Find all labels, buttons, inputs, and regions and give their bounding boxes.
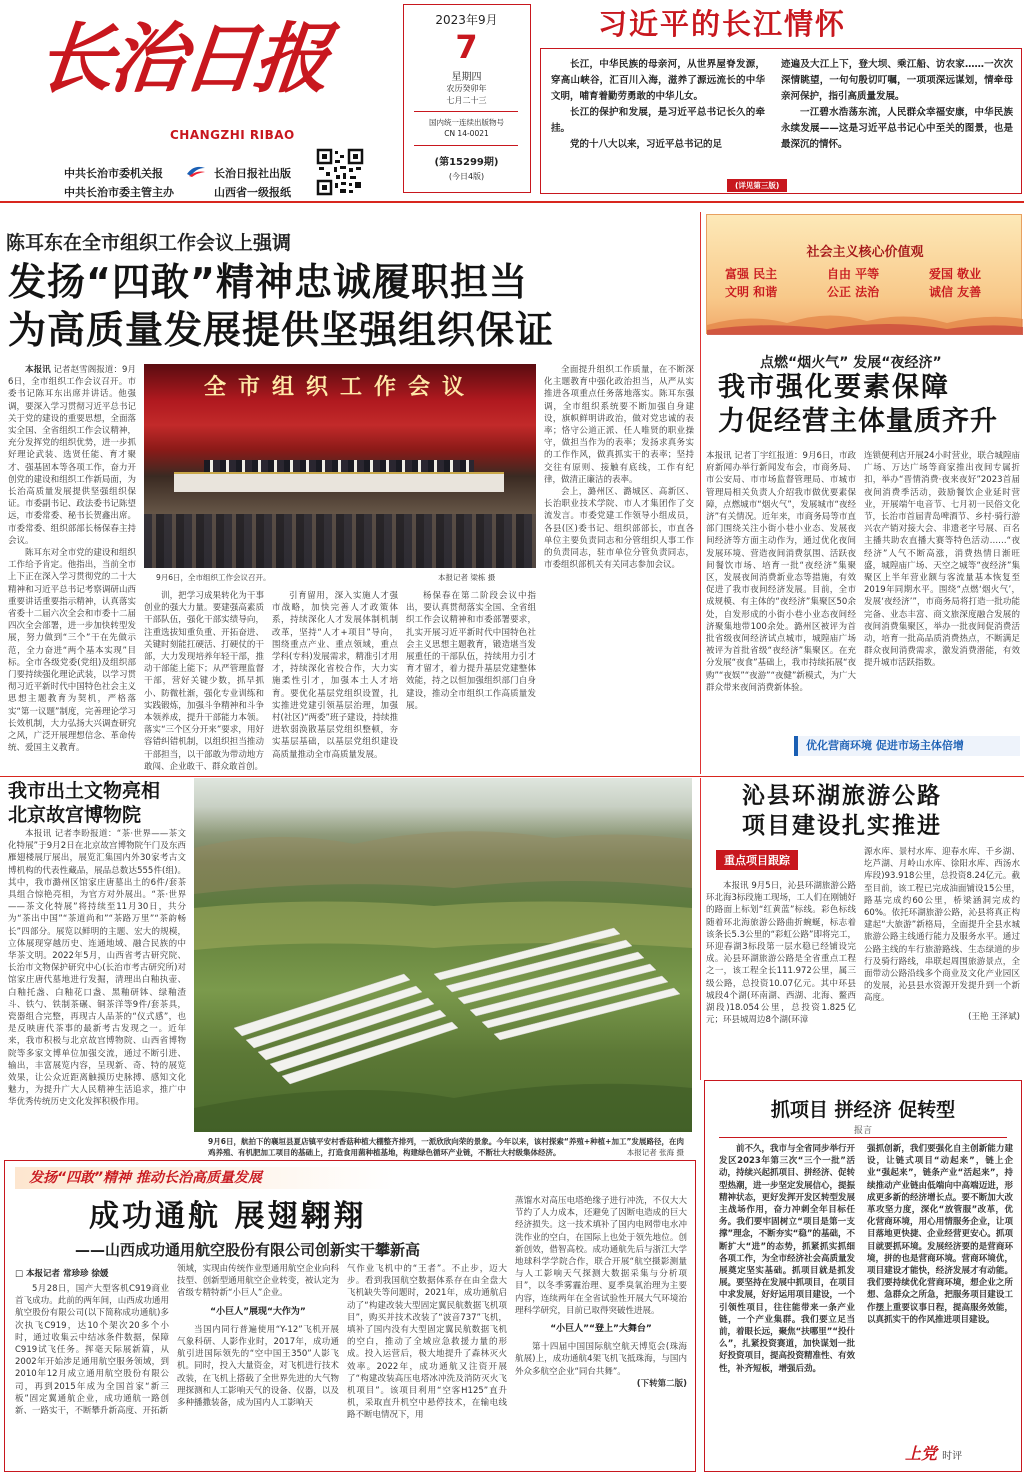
date-day: 7 xyxy=(455,28,478,66)
core-value-4: 公正 法治 xyxy=(827,285,880,299)
lead-col-4: 杨保春在第二阶段会议中指出，要认真贯彻落实全国、全省组织工作会议精神和市委部署要求，扎实开展习近平新时代中国特色社会主义思想主题教育，锻造堪当发展重任的干部队伍，持续用力引才育才留才，着力提升基层党建整体效能，持之以恒加强组织部门自身建设，推动全市组织工作高质量发展。 xyxy=(406,591,536,711)
core-value-6: 诚信 友善 xyxy=(929,285,982,299)
economy-title-1: 我市强化要素保障 xyxy=(718,372,950,403)
aviation-kicker-banner xyxy=(15,1167,395,1189)
newspaper-logo: 长治日报 xyxy=(33,14,331,103)
aviation-subhead-1: “小巨人”展现“大作为” xyxy=(210,1306,306,1317)
feature-box xyxy=(540,4,1022,194)
editorial-col-2: 强抓创新，我们要强化自主创新能力建设，让链式项目“动起来”，链上企业“强起来”，链条产业“活起来”，持续推动产业链由低端向中高端迈进，形成更多新的经济增长点。要不断加大改革攻坚力度，深化“放管服”改革，优化营商环境，用心用情服务企业，让项目落地更快捷、企业经营更安心。抓项目就要抓环境。发展经济要的是营商环境，拼的也是营商环境。营商环境优，项目建设才能快，经济发展才有动能。我们要持续优化营商环境，想企业之所想、急群众之所急，把服务项目建设工作摆上重要议事日程，提高服务效能，以真抓实干的作风推进项目建设。 xyxy=(867,1144,1013,1325)
core-value-1: 富强 民主 xyxy=(725,267,778,281)
greenhouse-aerial-photo xyxy=(194,778,692,1132)
masthead xyxy=(0,0,400,199)
core-values-panel xyxy=(706,214,1022,334)
meeting-banner-text: 全市组织工作会议 xyxy=(203,375,476,400)
aviation-byline: □ 本报记者 常珍珍 徐媛 xyxy=(15,1269,109,1279)
lead-col-3: 引育留用，深入实施人才强市战略，加快完善人才政策体系，持续深化人才发展体制机制改革，坚持“人才+项目”导向，围绕重点产业、重点领域，重点学科(专科)发展需求，精准引才用才，持续深化省校合作，大力实施柔性引才，加强本土人才培育。要优化基层党组织设置，扎实推进党建引领基层治理，加强村(社区)“两委”班子建设，持续推进软弱涣散基层党组织整顿，夯实基层基础，以基层党组织建设高质量推动全市高质量发展。 xyxy=(272,591,398,760)
relics-title-1: 我市出土文物亮相 xyxy=(8,780,161,802)
aviation-subtitle: ——山西成功通用航空股份有限公司创新实干攀新高 xyxy=(75,1241,421,1259)
lead-title-1: 发扬“四敢”精神忠诚履职担当 xyxy=(8,260,528,304)
core-value-2: 文明 和谐 xyxy=(725,285,778,299)
aerial-photo-credit: 本报记者 张海 摄 xyxy=(626,1148,684,1157)
feature-title: 习近平的长江情怀 xyxy=(598,7,847,41)
economy-kicker: 点燃“烟火气” 发展“夜经济” xyxy=(760,355,942,371)
lead-kicker: 陈耳东在全市组织工作会议上强调 xyxy=(6,232,292,254)
date-box xyxy=(403,4,531,193)
economy-col-1: 本报讯 记者丁宇红报道：9月6日，市政府新闻办举行新闻发布会，市商务局、市公安局、市市场监督管理局、市城市管理局相关负责人介绍我市做优要素保障，点燃城市“烟火气”，发展城市“夜经济”有关情况。近年来，市商务局等市直部门围绕关注小街小巷小业态、发展夜间经济等方面主动作为，通过优化夜间发展环境、营造夜间消费氛围、活跃夜间餐饮市场、培育一批“夜经济”集聚区，发展夜间消费新业态等措施，有效促进了我市夜间经济发展。目前，全市成规模、有主体的“夜经济”集聚区50余处，自发形成的小街小巷小业态夜间经济聚集地带100余处。潞州区被评为首批省级夜间经济试点城市，城隍庙广场被评为首批省级“夜经济”集聚区。在充分发展“夜食”基础上，我市持续拓展“夜购”“夜娱”“夜游”“夜健”新模式，为广大群众带来夜间消费新体验。 xyxy=(706,451,856,693)
org-line-2a: 中共长治市委主管主办 xyxy=(64,186,174,199)
issue-number: (第15299期) xyxy=(434,157,499,168)
values-landscape-illustration xyxy=(707,305,1023,335)
lead-col-5: 全面提升组织工作质量，在不断深化主题教育中强化政治担当，从严从实推进各项重点任务落地落实。陈耳东强调，全市组织系统要不断加强自身建设，旗帜鲜明讲政治，做对党忠诚的表率；恪守公道正派、任人唯贤的职业操守，做担当作为的表率；发扬求真务实的工作作风，做真抓实干的表率；坚持交往有原则、接触有底线，工作有纪律，做清正廉洁的表率。 会上，潞州区、潞城区、高新区、长治职业技术学院、市人才集团作了交流发言。市委党建工作领导小组成员，各县(区)委书记、组织部部长，市直各单位主要负责同志和分管组织人事工作的负责同志，驻市单位分管负责同志，市委组织部机关有关同志参加会议。 xyxy=(544,365,694,571)
aerial-photo-caption: 9月6日，航拍下的襄垣县夏店镇平安村香菇种植大棚整齐排列，一派欣欣向荣的景象。今年以来，该村探索“养殖+种植+加工”发展路径，在肉鸡养殖、有机肥加工项目的基础上，打造食用菌种植基地，构建绿色循环产业链，不断壮大村级集体经济。 本报记者 张海 摄 xyxy=(208,1137,684,1157)
org-line-1b: 长治日报社出版 xyxy=(214,167,291,180)
road-title-2: 项目建设扎实推进 xyxy=(742,813,942,839)
lunar-date: 七月二十三 xyxy=(446,96,487,105)
meeting-photo-credit: 本报记者 梁栋 摄 xyxy=(438,573,496,582)
road-col-1: 本报讯 9月5日，沁县环湖旅游公路环北海3标段施工现场，工人们在刚铺好的路面上标划“红黄蓝”标线。彩色标线随着环北海旅游公路曲折蜿蜒，标志着该条长5.3公里的“彩虹公路”即将完工，环迎春湖3标段第一层水稳已经铺设完成。沁县环湖旅游公路是全省重点工程之一，该工程全长111.972公里，属三级公路，总投资10.07亿元。其中环县城段4个湖(环南湖、西湖、北海、鳌西湖段)18.054公里，总投资1.825亿元；环县城周边8个湖(环漳 xyxy=(706,881,856,1026)
road-tag: 重点项目跟踪 xyxy=(716,850,798,870)
feature-more-link[interactable]: (详见第三版) xyxy=(727,179,787,192)
aviation-title: 成功通航 展翅翱翔 xyxy=(89,1199,367,1234)
feature-left-p3: 党的十八大以来，习近平总书记的足 xyxy=(570,139,723,150)
aviation-col-2: 领域，实现由传统作业型通用航空企业向科技型、创新型通用航空企业转变，被认定为省级专精特新“小巨人”企业。 “小巨人”展现“大作为” 当国内同行普遍使用“Y-12”飞机开展气象科研、人影作业时，2017年，成功通航引进国际领先的“空中国王350”人影飞机。同时，投入大量资金，对飞机进行技术改装，在飞机上搭载了全世界先进的大气物理探测和人工影响天气的设备、仪器，以及多种播撒装备，成为国内人工影响天 xyxy=(177,1264,339,1409)
feature-left-p2: 长江的保护和发展，是习近平总书记长久的牵挂。 xyxy=(551,107,765,134)
road-credit: (王艳 王泽斌) xyxy=(968,1011,1020,1022)
aviation-box xyxy=(4,1160,696,1472)
core-values-title: 社会主义核心价值观 xyxy=(806,245,924,260)
meeting-photo-caption: 9月6日，全市组织工作会议召开。 xyxy=(156,573,271,582)
lunar-year: 农历癸卯年 xyxy=(446,84,487,93)
core-value-5: 爱国 敬业 xyxy=(929,267,982,281)
core-value-3: 自由 平等 xyxy=(827,267,880,281)
road-title-1: 沁县环湖旅游公路 xyxy=(742,783,942,809)
relics-text: 本报讯 记者李盼报道：“茶·世界——茶文化特展”于9月2日在北京故宫博物院午门及东西雁翅楼展厅展出，展览汇集国内外30家考古文博机构的代表性藏品，展品总数达555件(组)。其中，我市潞州区馆家庄唐墓出土的6件/套茶具组合惊艳亮相，为官方对外展出。“茶·世界——茶文化特展”将持续至11月30日，共分为“茶出中国”“茶道尚和”“茶路万里”“茶韵畅长”四部分。展览以鲜明的主题、宏大的规模，立体展现穿越历史、连通地域、融合民族的中华茶文明。2022年5月，山西省考古研究院、长治市文物保护研究中心(长治市考古研究所)对馆家庄唐代墓地进行发掘，清理出白釉执壶、白釉托盏、白釉花口盏、黑釉研钵、绿釉渣斗、铁勺、铁制茶碾、铜茶洋等9件/套茶具，瓷器组合完整，再现古人品茶的“仪式感”，也是反映唐代茶事的最新考古发现之一。近年来，我市积极与北京故宫博物院、山西省博物院等多家文博单位加强交流，通过不断引进、输出，丰富展览内容，呈现新、奇、特的展览效果，让公众近距离触摸历史脉搏、感知文化魅力，为提升广大人民精神生活追求，推广中华优秀传统历史文化发挥积极作用。 xyxy=(8,829,186,1108)
editorial-logo: 上党 时评 xyxy=(905,1444,963,1463)
feature-left-p1: 长江，中华民族的母亲河，从世界屋脊发源，穿高山峡谷，汇百川入海，滋养了源远流长的中华文明，哺育着勤劳勇敢的中华儿女。 xyxy=(551,59,765,102)
issn-number: CN 14-0021 xyxy=(444,129,489,138)
page-count: (今日4版) xyxy=(448,172,485,181)
meeting-photo xyxy=(144,364,536,568)
feature-right-p1: 迹遍及大江上下，登大坝、乘江船、访农家……一次次深情眺望，一句句殷切叮嘱，一项项深远谋划，情牵母亲河保护，指引高质量发展。 xyxy=(781,59,1013,102)
lead-title-2: 为高质量发展提供坚强组织保证 xyxy=(8,308,555,352)
aviation-subhead-2: “小巨人”“登上”大舞台” xyxy=(550,1324,652,1335)
press-logo-icon xyxy=(186,163,206,177)
economy-col-2: 连锁便利店开展24小时营业，联合城隍庙广场、万达广场等商家推出夜间专属折扣，举办“晋情消费·夜来夜好”2023首届夜间消费季活动，鼓励餐饮企业延时营业，开展端午电音节、七月初一民俗文化节，长治市首届青岛啤酒节、乡村·骑行游兴农产销对接大会、非遗老字号展、百名主播共助农直播大赛等特色活动……“夜经济”人气不断高涨，消费热情日渐旺盛，城隍庙广场、天空之城等“夜经济”集聚区上半年营业额与客流量基本恢复至2019年同期水平。围绕“点燃‘烟火气’，发展‘夜经济’”，市商务局将打造一批功能完备、业态丰富、商文旅深度融合发展的夜间消费集聚区，举办一批夜间促消费活动，培育一批高品质消费热点，不断满足群众夜间消费需求，激发消费潜能，有效提升城市活跃指数。 xyxy=(864,451,1020,669)
aviation-col-3: 气作业飞机中的“王者”。不止步，迈大步。看到我国航空数据体系存在由全盘大飞机缺失等问题时，2021年，成功通航启动了“构建改装大型固定翼民航数据飞机项目”，购买并技术改装了“波音737”飞机，填补了国内没有大型固定翼民航数据飞机的空白，推动了全域应急救援力量的形成。投入运营后，极大地提升了森林灭火效率。2022年，成功通航又注资开展了“构建改装高压电塔冰冲洗及消防灭火飞机项目”。该项目利用“空客H125”直升机，采取直升机空中悬停技术，在输电线路不断电情况下，用 xyxy=(347,1264,507,1421)
economy-footer-text: 优化营商环境 促进市场主体倍增 xyxy=(806,739,964,752)
feature-right-p2: 一江碧水浩荡东流，人民群众幸福安康，中华民族永续发展——这是习近平总书记心中至关的图景，也是最深沉的情怀。 xyxy=(781,107,1013,150)
org-line-1a: 中共长治市委机关报 xyxy=(64,167,163,180)
org-line-2b: 山西省一级报纸 xyxy=(214,186,291,199)
aviation-col-4: 蒸馏水对高压电塔绝缘子进行冲洗，不仅大大节约了人力成本，还避免了因断电造成的巨大经济损失。这一技术填补了国内电网带电水冲洗作业的空白，在国际上也处于领先地位。创新创效，借智高校。成功通航先后与浙江大学地球科学学院合作，联合开展“航空摄影测量与人工影响天气探测大数据采集与分析项目”，以冬季雾霾治理、夏季臭氧治理为主要内容，连续两年在全省试验性开展大气环境治理科学研究，目前已取得突破性进展。 “小巨人”“登上”大舞台” 第十四届中国国际航空航天博览会(珠海航展)上，成功通航4架飞机飞抵珠海，与国内外众多航空企业“同台共舞”。 (下转第二版) xyxy=(515,1196,687,1389)
newspaper-pinyin: CHANGZHI RIBAO xyxy=(170,128,295,142)
issn-label: 国内统一连续出版物号 xyxy=(429,118,504,127)
aviation-col-1: 5月28日，国产大型客机C919商业首飞成功。此前的两年间，山西成功通用航空股份有限公司(以下简称成功通航)多次执飞C919，达10个架次20多个小时，通过收集云中结冰条件数据，保障C919试飞任务。挥毫天际展新篇，从2002年开始涉足通用航空服务领域，到2010年12月成立通用航空股份有限公司，再到2015年成为全国首家“新三板”固定翼通航企业，成功通航一路创新、一路实干，不断攀升新高度、开拓新 xyxy=(15,1284,169,1417)
qr-code-icon xyxy=(316,148,364,196)
economy-footer-banner xyxy=(794,736,1020,756)
aviation-continued[interactable]: (下转第二版) xyxy=(636,1378,687,1389)
lead-col-1: 本报讯 记者赵雪阁报道：9月6日，全市组织工作会议召开。市委书记陈耳东出席并讲话。他强调，要深入学习贯彻习近平总书记关于党的建设的重要思想，全面落实全国、全省组织工作会议精神，充分发挥党的组织优势，进一步抓好理论武装、选贤任能、育才聚才、强基固本等各项工作，奋力开创党的建设和组织工作新局面，为长治高质量发展提供坚强组织保证。市委副书记、政法委书记陈望远，市委常委、秘书长贺鑫出席。市委常委、组织部部长杨保春主持会议。 陈耳东对全市党的建设和组织工作给予肯定。他指出，当前全市上下正在深入学习贯彻党的二十大精神和习近平总书记考察调研山西重要讲话重要指示精神，认真落实省委十二届六次全会和市委十二届四次全会部署，进一步加快转型发展，努力做到“三个”干在先做示范，全力奋进“两个基本实现”目标。全市各级党委(党组)及组织部门要持续强化理论武装，以学习贯彻习近平新时代中国特色社会主义思想主题教育为契机，严格落实“第一议题”制度，完善理论学习长效机制，大力弘扬大兴调查研究之风，广泛开展理想信念、革命传统、爱国主义教育。 xyxy=(8,365,136,754)
aviation-kicker: 发扬“四敢”精神 推动长治高质量发展 xyxy=(29,1170,262,1186)
editorial-col-1: 前不久，我市与全省同步举行开发区2023年第三次“三个一批”活动，持续兴起抓项目、拼经济、促转型热潮，进一步坚定发展信心，提振精神状态，更好发挥开发区转型发展主战场作用，奋力冲刺全年目标任务。我们要牢固树立“项目是第一支撑”理念，不断夯实“稳”的基础，不断扩大“进”的态势，抓紧抓实抓细各项工作，为全市经济社会高质量发展奠定坚实基础。抓项目就是抓发展。要坚持在发展中抓项目，在项目中求发展，好好运用项目建设，一个引领性项目，往往能带来一条产业链，一个产业集群。我们要立足当前，着眼长远，聚焦“扶哪里”“投什么”，扎紧投资赛道，加快谋划一批好投资项目，提高投资精准性、有效性，补齐短板，增强后劲。 xyxy=(719,1144,855,1374)
economy-title-2: 力促经营主体量质齐升 xyxy=(718,406,998,437)
road-col-2: 源水库、景村水库、迎春水库、千乡湖、圪芦湖、月岭山水库、徐阳水库、西汤水库段)93.918公里，总投资8.24亿元。截至目前，该工程已完成油面铺设15公里，路基完成约60公里，桥梁涵洞完成约60%。依托环湖旅游公路，沁县将真正构建起“大旅游”新格局，全面提升全县水城旅游公路主线通行能力及服务水平。通过公路主线的车行旅游路线、生态绿道的步行及骑行路线，串联起周围旅游景点，全面带动公路沿线多个商业及文化产业园区的发展，沁县县水资源开发提升到一个新高度。 (王艳 王泽斌) xyxy=(864,847,1020,1022)
editorial-byline: 报言 xyxy=(853,1126,872,1136)
editorial-box xyxy=(704,1080,1022,1472)
lead-col-2: 训，把学习成果转化为干事创业的强大力量。要建强高素质干部队伍，强化干部实绩导向，注重选拔知重负重、开拓奋进、关键时刻能扛硬活、打硬仗的干部，大力发现培养年轻干部，推动干部能上能下；从严管理监督干部，营好关键少数，抓早抓小、防微杜渐，强化专业训练和实践锻炼，加强斗争精神和斗争本领养成，提升干部能力本领。落实“三个区分开来”要求，用好容错纠错机制，以组织担当推动干部担当，以干部敢为带动地方敢闯、企业敢干、群众敢首创。 xyxy=(144,591,264,772)
relics-title-2: 北京故宫博物院 xyxy=(8,804,142,826)
editorial-title: 抓项目 拼经济 促转型 xyxy=(770,1099,956,1121)
lead-byline: 本报讯 xyxy=(25,365,51,375)
weekday: 星期四 xyxy=(451,72,482,83)
date-year-month: 2023年9月 xyxy=(435,13,498,27)
